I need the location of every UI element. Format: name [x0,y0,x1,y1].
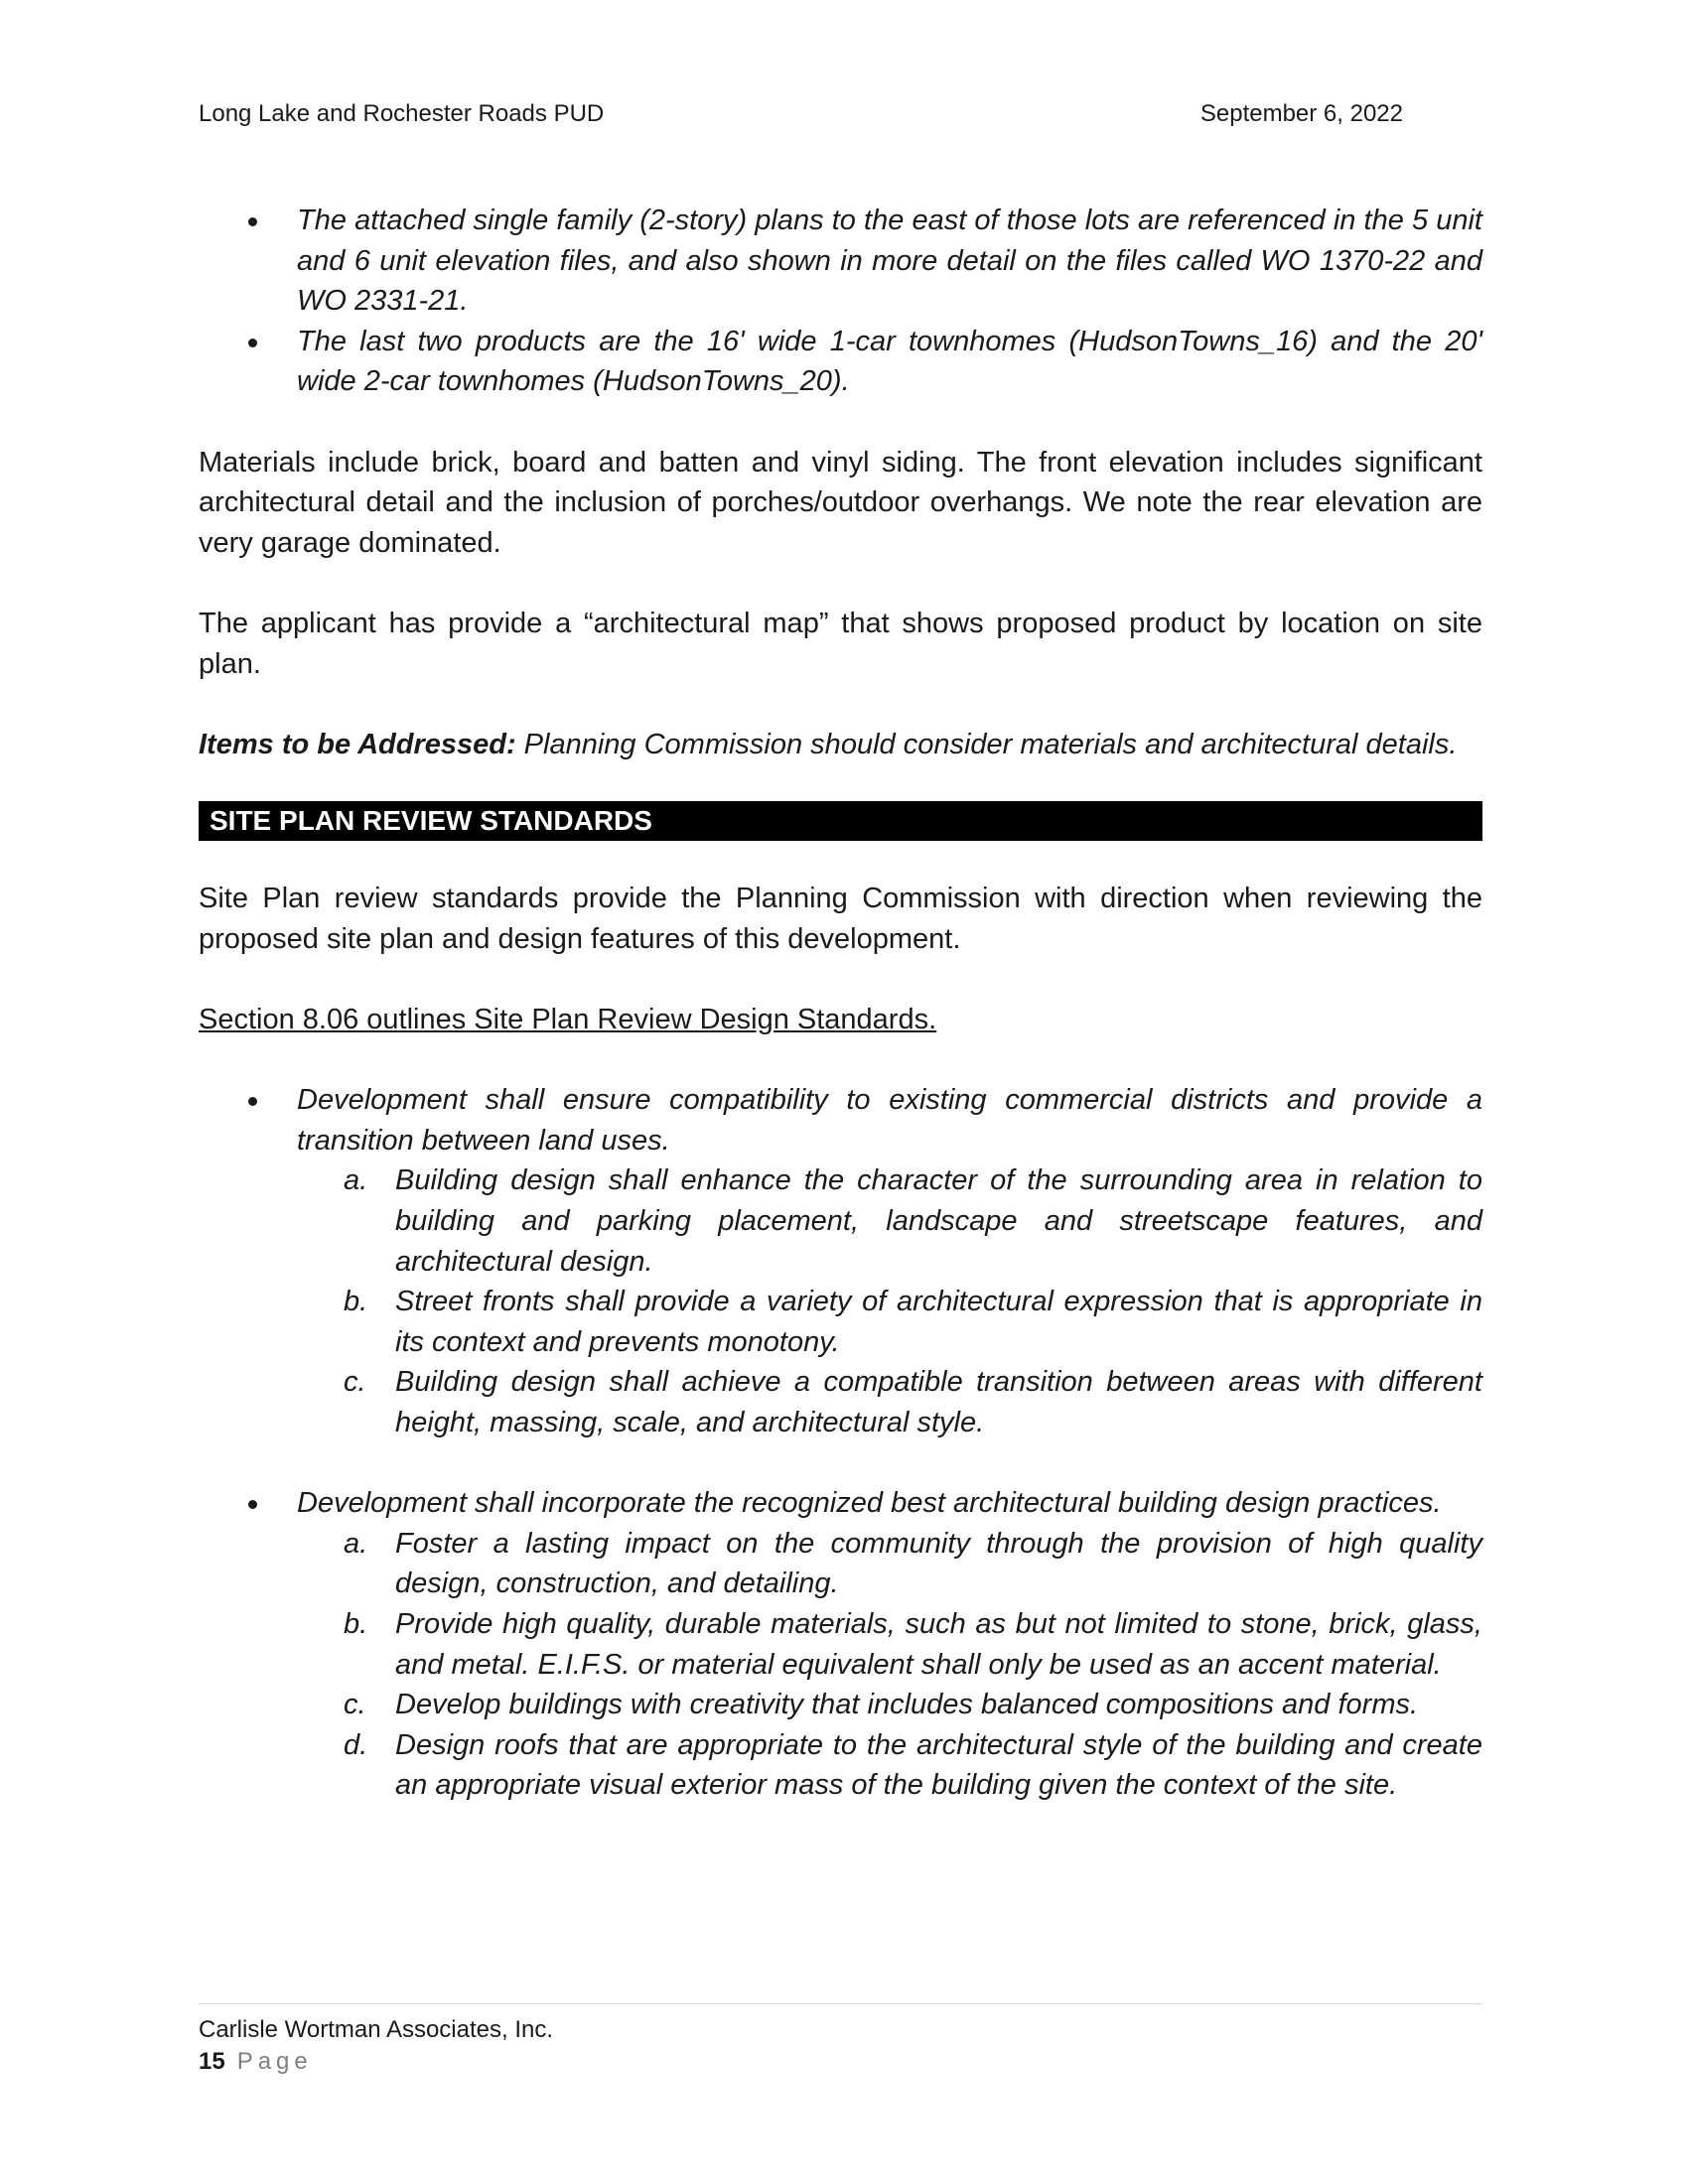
item-text: Building design shall achieve a compatible transition between areas with different height, massing, scale, and architectural style. [395,1366,1482,1439]
header-title: Long Lake and Rochester Roads PUD [199,100,605,127]
item-marker: c. [344,1689,366,1721]
sub-list-item [344,1685,1482,1725]
sub-list-item [344,1725,1482,1806]
sub-list [297,1524,1482,1806]
sub-list-item [344,1604,1482,1685]
list-item [199,1483,1482,1806]
items-to-be-addressed [199,725,1482,765]
item-marker: a. [344,1527,368,1560]
page-number-value: 15 [199,2048,225,2075]
intro-bullet-list [199,201,1482,402]
sub-list-item [344,1362,1482,1442]
page-header [199,100,1489,132]
document-body [199,201,1482,1806]
architectural-map-paragraph: The applicant has provide a “architectural map” that shows proposed product by location on site plan. [199,607,1482,680]
subheading-text: Section 8.06 outlines Site Plan Review Design Standards. [199,1004,937,1036]
standard-text: Development shall incorporate the recognized best architectural building design practices. [297,1487,1442,1520]
item-marker: b. [344,1286,368,1318]
item-marker: d. [344,1728,368,1761]
item-marker: b. [344,1608,368,1640]
materials-paragraph: Materials include brick, board and batten and vinyl siding. The front elevation includes significant architectural detail and the inclusion of porches/outdoor overhangs. We note the rear elevation are very garage dominated. [199,446,1482,559]
section-subheading [199,1000,1482,1040]
item-text: Foster a lasting impact on the community through the provision of high quality design, construction, and detailing. [395,1527,1482,1600]
header-date: September 6, 2022 [1199,100,1403,127]
sub-list-item [344,1524,1482,1604]
section-intro-paragraph: Site Plan review standards provide the Planning Commission with direction when reviewing the proposed site plan and design features of this development. [199,883,1482,955]
page-footer [199,2003,1482,2078]
list-item: The attached single family (2-story) plans to the east of those lots are referenced in the 5 unit and 6 unit elevation files, and also shown in more detail on the files called WO 1370-22 and WO 2331-21. [199,201,1482,322]
standard-text: Development shall ensure compatibility to existing commercial districts and provide a transition between land uses. [297,1084,1482,1157]
page-number [199,2046,1482,2078]
sub-list [297,1160,1482,1442]
item-marker: a. [344,1164,368,1197]
footer-company: Carlisle Wortman Associates, Inc. [199,2016,554,2043]
page-word: Page [236,2048,313,2075]
list-item: The last two products are the 16' wide 1-car townhomes (HudsonTowns_16) and the 20' wide 2-car townhomes (HudsonTowns_20). [199,322,1482,402]
item-text: Provide high quality, durable materials, such as but not limited to stone, brick, glass, and metal. E.I.F.S. or material equivalent shall only be used as an accent material. [395,1608,1482,1681]
item-text: Street fronts shall provide a variety of architectural expression that is appropriate in its context and prevents monotony. [395,1286,1482,1358]
sub-list-item [344,1282,1482,1362]
items-label: Items to be Addressed: [199,728,516,760]
item-text: Building design shall enhance the character of the surrounding area in relation to building and parking placement, landscape and streetscape features, and architectural design. [395,1164,1482,1278]
standards-list [199,1080,1482,1806]
item-text: Design roofs that are appropriate to the architectural style of the building and create an appropriate visual exterior mass of the building given the context of the site. [395,1728,1482,1802]
sub-list-item [344,1160,1482,1282]
items-text: Planning Commission should consider materials and architectural details. [523,728,1458,760]
item-text: Develop buildings with creativity that includes balanced compositions and forms. [395,1689,1419,1721]
item-marker: c. [344,1366,366,1399]
list-item [199,1080,1482,1442]
section-heading: SITE PLAN REVIEW STANDARDS [199,801,1482,841]
